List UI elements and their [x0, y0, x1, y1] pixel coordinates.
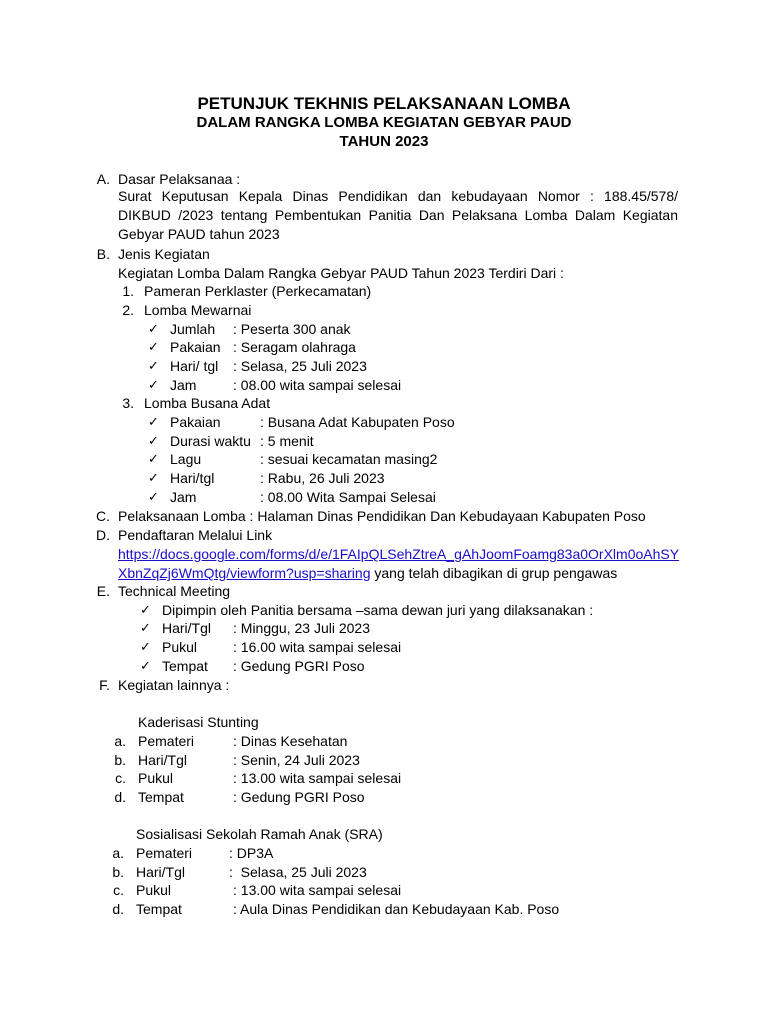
detail-key: Tempat	[136, 901, 182, 917]
item-3-label: Lomba Busana Adat	[144, 395, 271, 411]
detail-value: : Selasa, 25 Juli 2023	[229, 864, 367, 880]
sub2-item-marker: a.	[112, 845, 124, 861]
detail-value: : Dinas Kesehatan	[233, 733, 348, 749]
section-e-heading: Technical Meeting	[118, 583, 231, 599]
detail-key: Hari/Tgl	[136, 864, 186, 880]
item-1-marker: 1.	[122, 283, 134, 299]
detail-value: : DP3A	[229, 845, 274, 861]
registration-link-line2-row	[118, 564, 617, 582]
check-icon: ✓	[148, 451, 159, 466]
section-c-marker: C.	[96, 508, 110, 524]
detail-value: : 13.00 wita sampai selesai	[233, 882, 402, 898]
detail-key: Pakaian	[170, 414, 221, 430]
detail-value: : Peserta 300 anak	[233, 321, 351, 337]
sub1-title: Kaderisasi Stunting	[138, 714, 259, 730]
detail-key: Pemateri	[138, 733, 195, 749]
section-b-heading: Jenis Kegiatan	[118, 246, 210, 262]
detail-value: : sesuai kecamatan masing2	[260, 451, 438, 467]
detail-key: Hari/Tgl	[138, 752, 188, 768]
registration-link-suffix: yang telah dibagikan di grup pengawas	[370, 565, 618, 581]
section-f-heading: Kegiatan lainnya :	[118, 677, 230, 693]
doc-title: PETUNJUK TEKHNIS PELAKSANAAN LOMBA	[197, 94, 571, 113]
section-e-marker: E.	[96, 583, 110, 599]
detail-value: : 08.00 Wita Sampai Selesai	[260, 489, 436, 505]
detail-value: : Gedung PGRI Poso	[233, 789, 365, 805]
section-c-text: Pelaksanaan Lomba : Halaman Dinas Pendidikan Dan Kebudayaan Kabupaten Poso	[118, 508, 646, 524]
sub2-item-marker: b.	[112, 864, 124, 880]
detail-value: : 08.00 wita sampai selesai	[233, 377, 402, 393]
detail-key: Tempat	[162, 658, 208, 674]
detail-key: Tempat	[138, 789, 184, 805]
check-icon: ✓	[148, 358, 159, 373]
detail-value: : 5 menit	[260, 433, 314, 449]
check-icon: ✓	[148, 433, 159, 448]
detail-key: Jumlah	[170, 321, 216, 337]
check-icon: ✓	[140, 639, 151, 654]
sub1-item-marker: b.	[114, 752, 126, 768]
check-icon: ✓	[148, 414, 159, 429]
section-d-heading: Pendaftaran Melalui Link	[118, 527, 273, 543]
detail-value: : Senin, 24 Juli 2023	[233, 752, 360, 768]
section-e-lead: Dipimpin oleh Panitia bersama –sama dewan juri yang dilaksanakan :	[162, 602, 594, 618]
detail-key: Hari/tgl	[170, 470, 215, 486]
sub1-item-marker: a.	[114, 733, 126, 749]
detail-key: Jam	[170, 377, 197, 393]
doc-year: TAHUN 2023	[339, 133, 429, 150]
section-f-marker: F.	[99, 677, 110, 693]
registration-link-line1[interactable]: https://docs.google.com/forms/d/e/1FAIpQLSehZtreA_gAhJoomFoamg83a0OrXlm0oAhSY	[118, 546, 680, 562]
item-3-marker: 3.	[122, 395, 134, 411]
detail-key: Hari/ tgl	[170, 358, 219, 374]
detail-key: Durasi waktu	[170, 433, 251, 449]
check-icon: ✓	[148, 377, 159, 392]
sub1-item-marker: d.	[114, 789, 126, 805]
detail-key: Pakaian	[170, 339, 221, 355]
check-icon: ✓	[148, 339, 159, 354]
registration-link-line2[interactable]: XbnZqZj6WmQtg/viewform?usp=sharing	[118, 565, 371, 581]
check-icon: ✓	[148, 489, 159, 504]
detail-value: : Aula Dinas Pendidikan dan Kebudayaan Kab. Poso	[233, 901, 560, 917]
check-icon: ✓	[148, 470, 159, 485]
detail-value: : Rabu, 26 Juli 2023	[260, 470, 385, 486]
sub2-item-marker: c.	[113, 882, 124, 898]
item-2-marker: 2.	[122, 302, 134, 318]
detail-value: : Gedung PGRI Poso	[233, 658, 365, 674]
detail-value: : 13.00 wita sampai selesai	[233, 770, 402, 786]
section-a-marker: A.	[96, 171, 110, 187]
detail-value: : Minggu, 23 Juli 2023	[233, 620, 370, 636]
section-a-body: Surat Keputusan Kepala Dinas Pendidikan dan kebudayaan Nomor : 188.45/578/ DIKBUD /2023 tentang Pembentukan Panitia Dan Pelaksana Lomba Dalam Kegiatan Gebyar PAUD tahun 2023	[118, 188, 678, 242]
check-icon: ✓	[140, 602, 151, 617]
detail-key: Jam	[170, 489, 197, 505]
detail-key: Pemateri	[136, 845, 193, 861]
sub2-title: Sosialisasi Sekolah Ramah Anak (SRA)	[136, 826, 383, 842]
section-b-marker: B.	[96, 246, 110, 262]
detail-value: : Busana Adat Kabupaten Poso	[260, 414, 455, 430]
detail-key: Pukul	[136, 882, 172, 898]
item-1-label: Pameran Perklaster (Perkecamatan)	[144, 283, 372, 299]
section-a-heading: Dasar Pelaksanaa :	[118, 171, 241, 187]
detail-value: : Seragam olahraga	[233, 339, 356, 355]
check-icon: ✓	[140, 658, 151, 673]
detail-value: : 16.00 wita sampai selesai	[233, 639, 402, 655]
check-icon: ✓	[148, 321, 159, 336]
section-d-marker: D.	[96, 527, 110, 543]
check-icon: ✓	[140, 620, 151, 635]
detail-key: Pukul	[162, 639, 198, 655]
detail-key: Lagu	[170, 451, 202, 467]
doc-subtitle: DALAM RANGKA LOMBA KEGIATAN GEBYAR PAUD	[196, 114, 572, 131]
sub1-item-marker: c.	[115, 770, 126, 786]
detail-key: Hari/Tgl	[162, 620, 212, 636]
detail-value: : Selasa, 25 Juli 2023	[233, 358, 367, 374]
section-b-intro: Kegiatan Lomba Dalam Rangka Gebyar PAUD Tahun 2023 Terdiri Dari :	[118, 265, 564, 281]
item-2-label: Lomba Mewarnai	[144, 302, 252, 318]
sub2-item-marker: d.	[112, 901, 124, 917]
detail-key: Pukul	[138, 770, 174, 786]
